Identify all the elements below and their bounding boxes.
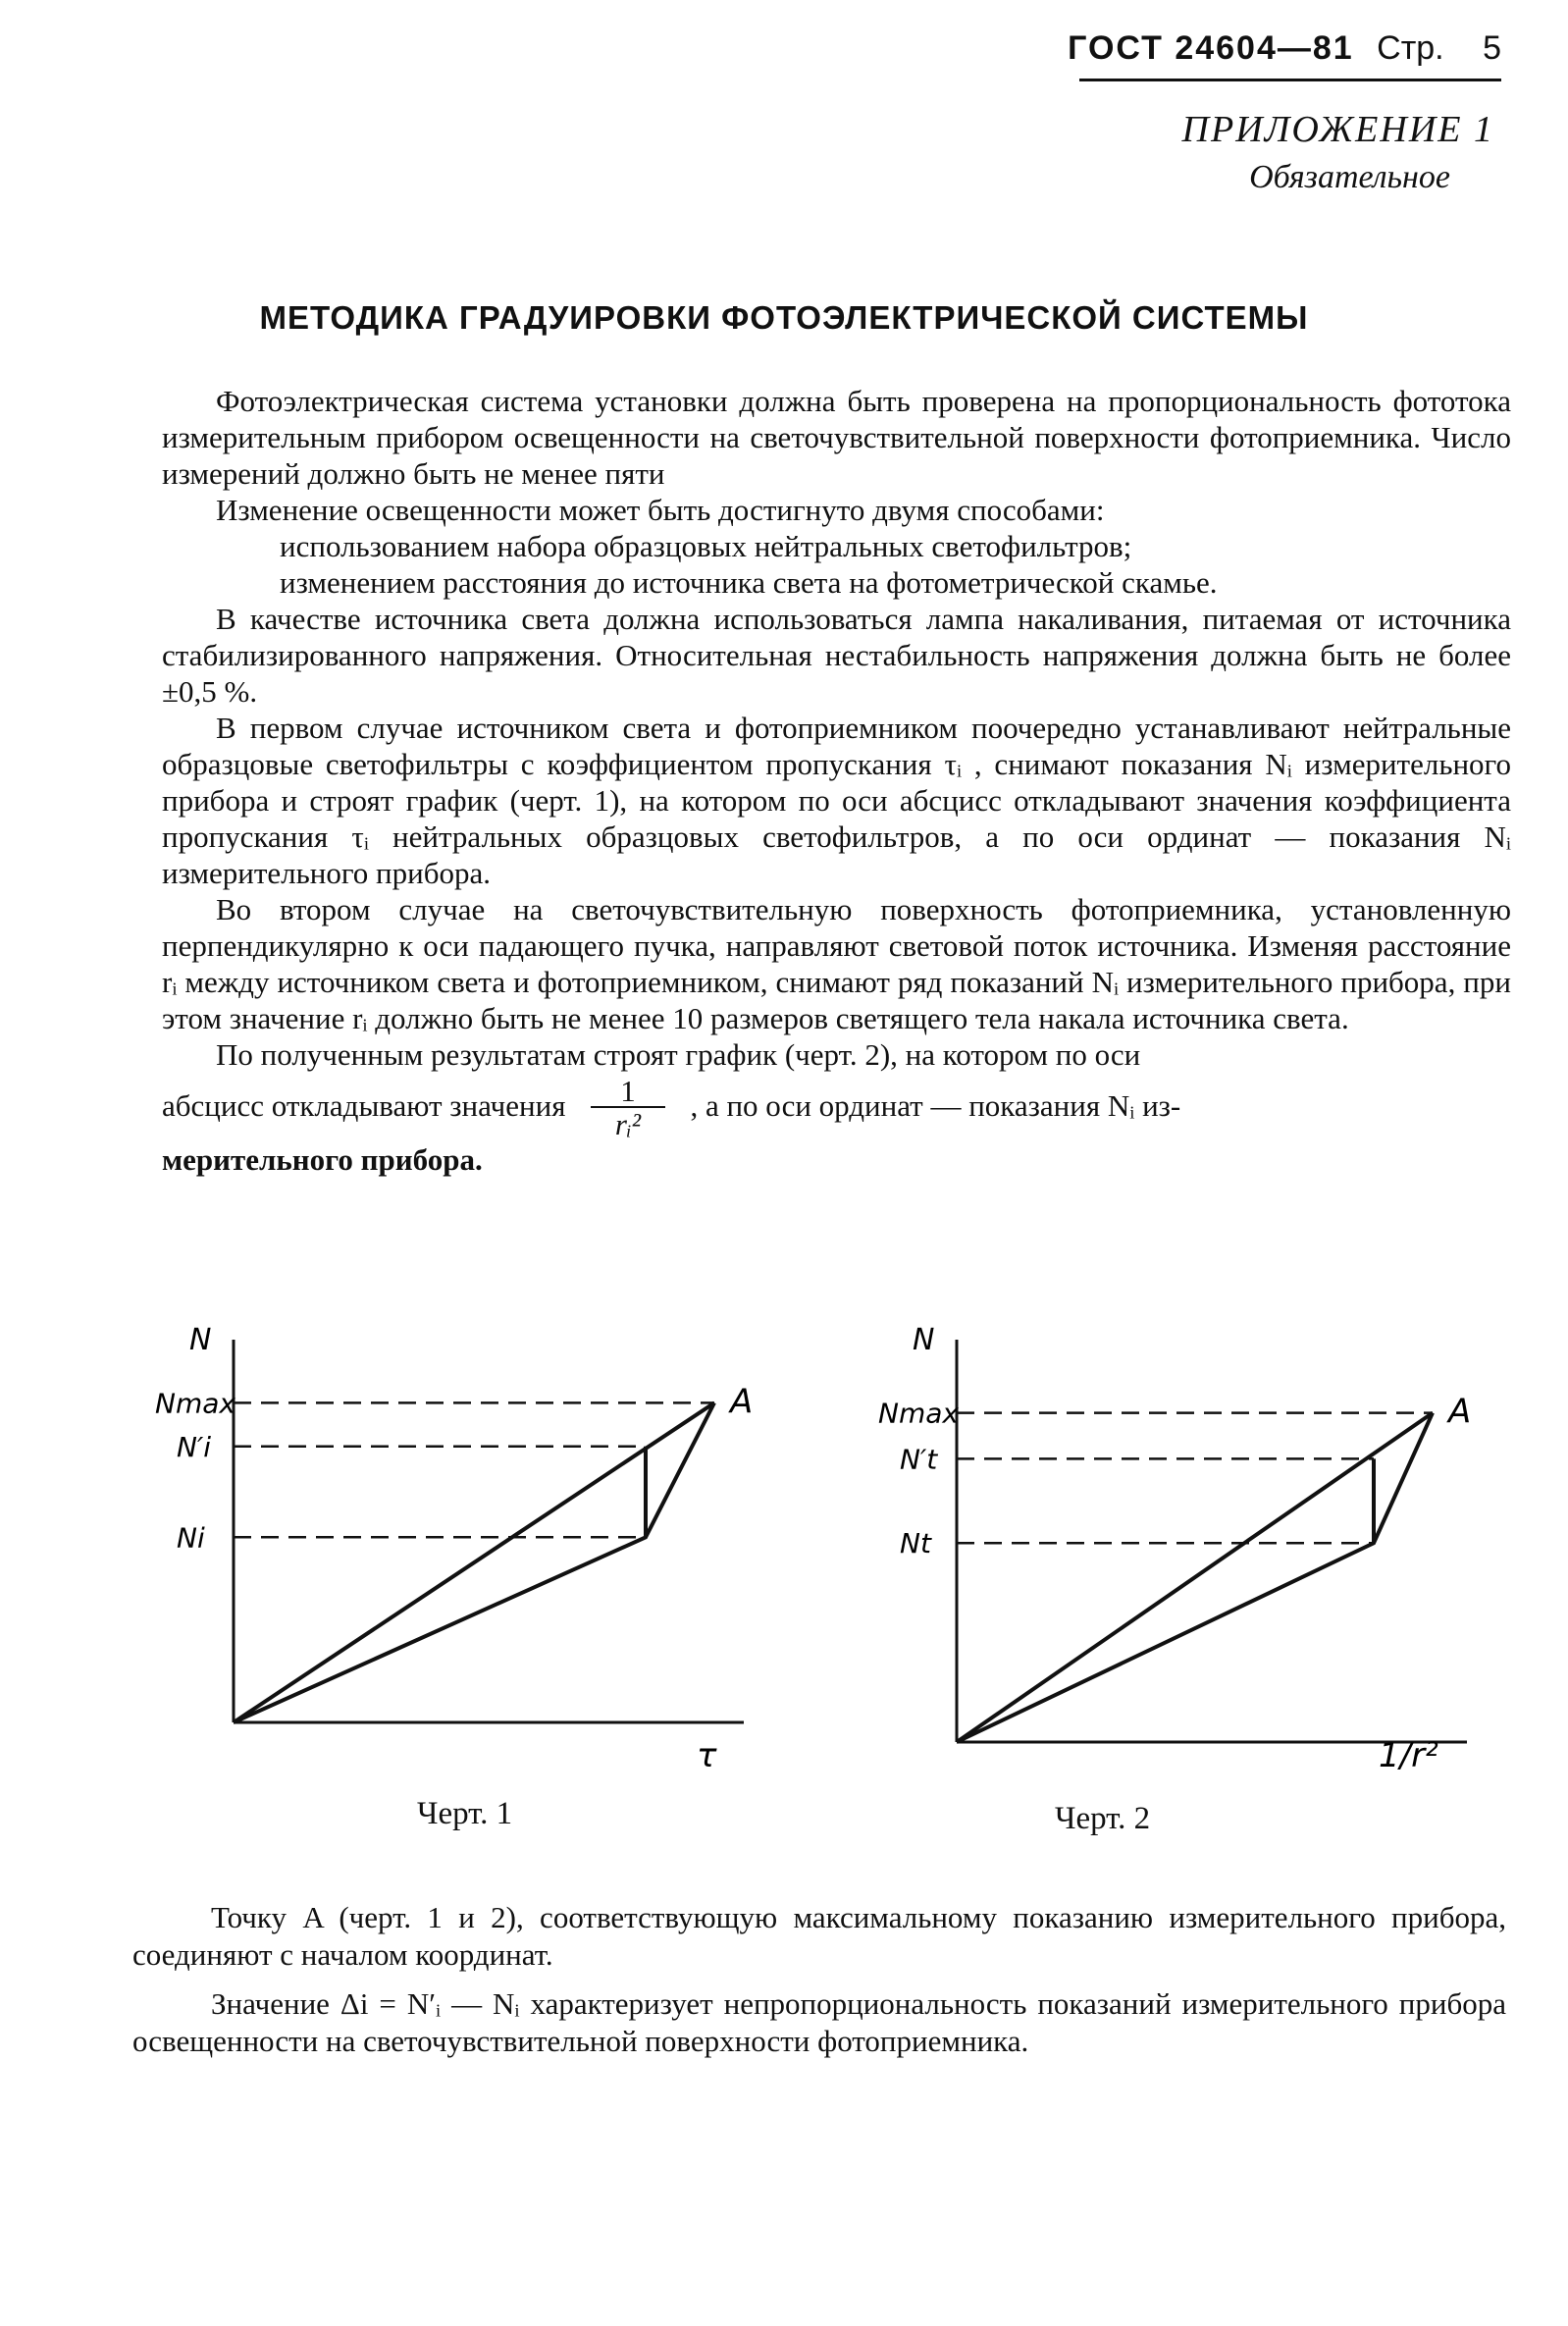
chart-2-svg: [859, 1323, 1506, 1850]
paragraph: мерительного прибора.: [162, 1142, 483, 1177]
header-rule: [1079, 79, 1501, 81]
point-a-label: A: [1448, 1392, 1472, 1432]
chart-2: [859, 1323, 1506, 1855]
chart-1: [147, 1323, 756, 1855]
chart-1-caption: Черт. 1: [417, 1796, 513, 1831]
appendix-title: ПРИЛОЖЕНИЕ 1: [1181, 109, 1494, 150]
y-tick-label-nmax: Nmax: [878, 1397, 959, 1430]
page-header: [1068, 29, 1501, 68]
appendix-subtitle: Обязательное: [1249, 159, 1450, 195]
fraction-numerator: 1: [591, 1077, 665, 1108]
paragraph: Значение Δi = N′ᵢ — Nᵢ характеризует непропорциональность показаний измерительного прибора освещенности на светочувствительной поверхности фотоприемника.: [132, 1986, 1506, 2058]
page-number: 5: [1483, 29, 1501, 67]
paragraph: В качестве источника света должна использоваться лампа накаливания, питаемая от источника стабилизированного напряжения. Относительная нестабильность напряжения должна быть не более ±0,5 %.: [162, 602, 1511, 709]
formula-tail: , а по оси ординат — показания Nᵢ из-: [690, 1088, 1181, 1124]
paragraph: Изменение освещенности может быть достигнуто двумя способами:: [216, 493, 1105, 527]
fraction: [591, 1074, 665, 1141]
y-tick-label-nprime: N′t: [900, 1443, 938, 1476]
x-axis-label: 1/r²: [1379, 1736, 1438, 1775]
paragraph: Фотоэлектрическая система установки должна быть проверена на пропорциональность фототока измерительным прибором освещенности на светочувствительной поверхности фотоприемника. Число измерений должно быть не менее пяти: [162, 384, 1511, 491]
y-tick-label-ni: Ni: [177, 1521, 205, 1555]
proportional-line: [957, 1413, 1433, 1742]
point-a-label: A: [730, 1382, 754, 1422]
list-item: использованием набора образцовых нейтральных светофильтров;: [280, 529, 1132, 563]
formula-lead: абсцисс откладывают значения: [162, 1088, 566, 1124]
x-axis-label: τ: [697, 1736, 717, 1775]
y-axis-label: N: [913, 1323, 935, 1357]
proportional-line: [234, 1402, 714, 1722]
body-text: [162, 383, 1511, 1178]
y-tick-label-ni: Nt: [900, 1527, 931, 1560]
paragraph: По полученным результатам строят график (черт. 2), на котором по оси: [216, 1037, 1141, 1072]
y-tick-label-nprime: N′i: [177, 1430, 212, 1463]
chart-2-caption: Черт. 2: [1055, 1801, 1151, 1836]
fraction-denominator: rᵢ²: [614, 1107, 642, 1141]
bottom-text: [132, 1899, 1506, 2060]
y-axis-label: N: [189, 1323, 212, 1357]
standard-code: ГОСТ 24604—81: [1068, 29, 1354, 67]
paragraph: В первом случае источником света и фотоприемником поочередно устанавливают нейтральные образцовые светофильтры с коэффициентом пропускания τᵢ , снимают показания Nᵢ измерительного прибора и строят график (черт. 1), на котором по оси абсцисс откладывают значения коэффициента пропускания τᵢ нейтральных образцовых светофильтров, а по оси ординат — показания Nᵢ измерительного прибора.: [162, 711, 1511, 890]
list-item: изменением расстояния до источника света на фотометрической скамье.: [280, 565, 1218, 600]
page-label: Стр.: [1377, 29, 1444, 67]
section-title: МЕТОДИКА ГРАДУИРОВКИ ФОТОЭЛЕКТРИЧЕСКОЙ СИСТЕМЫ: [259, 299, 1309, 336]
paragraph: Точку A (черт. 1 и 2), соответствующую максимальному показанию измерительного прибора, соединяют с началом координат.: [132, 1900, 1506, 1972]
chart-1-svg: [147, 1323, 756, 1850]
paragraph: Во втором случае на светочувствительную поверхность фотоприемника, установленную перпендикулярно к оси падающего пучка, направляют световой поток источника. Изменяя расстояние rᵢ между источником света и фотоприемником, снимают ряд показаний Nᵢ измерительного прибора, при этом значение rᵢ должно быть не менее 10 размеров светящего тела накала источника света.: [162, 892, 1511, 1035]
paragraph-formula-line: [162, 1074, 1511, 1141]
y-tick-label-nmax: Nmax: [155, 1387, 235, 1420]
